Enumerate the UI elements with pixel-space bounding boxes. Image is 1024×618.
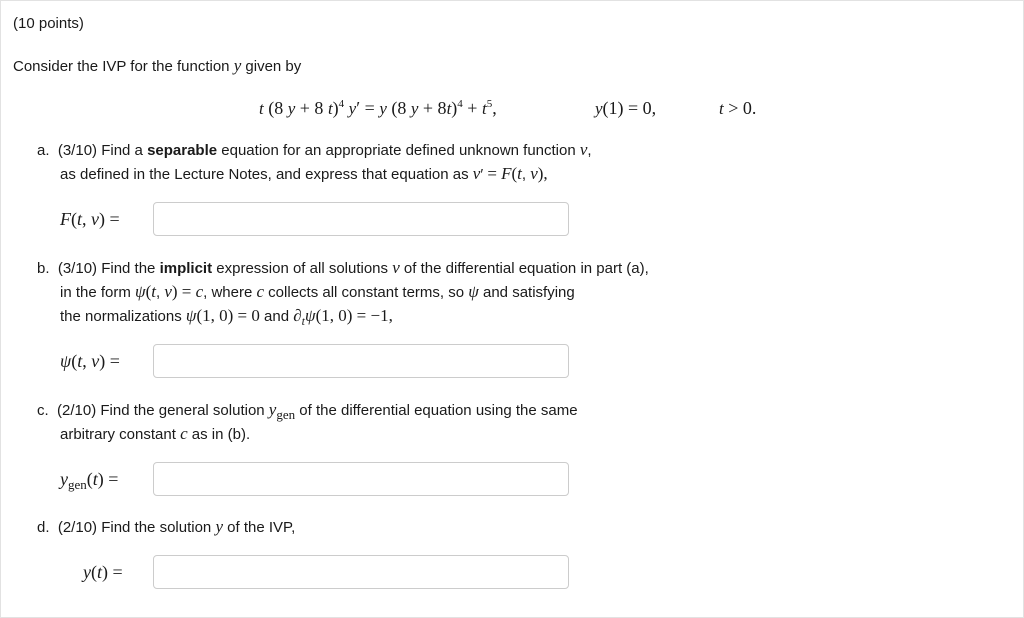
part-d-line1: d. (2/10) Find the solution y of the IVP, [37,517,296,536]
points-label: (10 points) [13,15,84,32]
part-b-line2: in the form ψ(t, v) = c, where c collects all constant terms, so ψ and satisfying [60,282,575,301]
answer-a-label: F(t, v) = [60,209,120,229]
intro-text: Consider the IVP for the function y given by [13,56,302,75]
answer-d-label: y(t) = [83,562,123,582]
part-c-line2: arbitrary constant c as in (b). [60,424,251,443]
ivp-initial-condition: y(1) = 0, [595,98,657,118]
answer-c-input[interactable] [153,462,569,496]
ivp-equation: t (8 y + 8 t)$^4$ y′ = y (8 $y + 8t)^4 + t^5$, [259,98,497,118]
part-a-line2: as defined in the Lecture Notes, and express that equation as v′ = F(t, v), [60,164,548,183]
answer-b-input[interactable] [153,344,569,378]
part-b-line3: the normalizations ψ(1, 0) = 0 and $\partial_t\psi(1$, 0) = −1, [60,306,393,328]
answer-c-label: $y_{gen}(t)$ = [60,469,119,492]
ivp-domain: t > 0. [719,98,757,118]
answer-d-input[interactable] [153,555,569,589]
answer-b-label: ψ(t, v) = [60,351,120,371]
answer-a-input[interactable] [153,202,569,236]
part-b-line1: b. (3/10) Find the implicit expression of all solutions v of the differential equation in part (a), [37,258,649,277]
part-a-line1: a. (3/10) Find a separable equation for an appropriate defined unknown function v, [37,140,592,159]
part-c-line1: c. (2/10) Find the general solution $y_{gen}$ of the differential equation using the same [37,400,578,422]
